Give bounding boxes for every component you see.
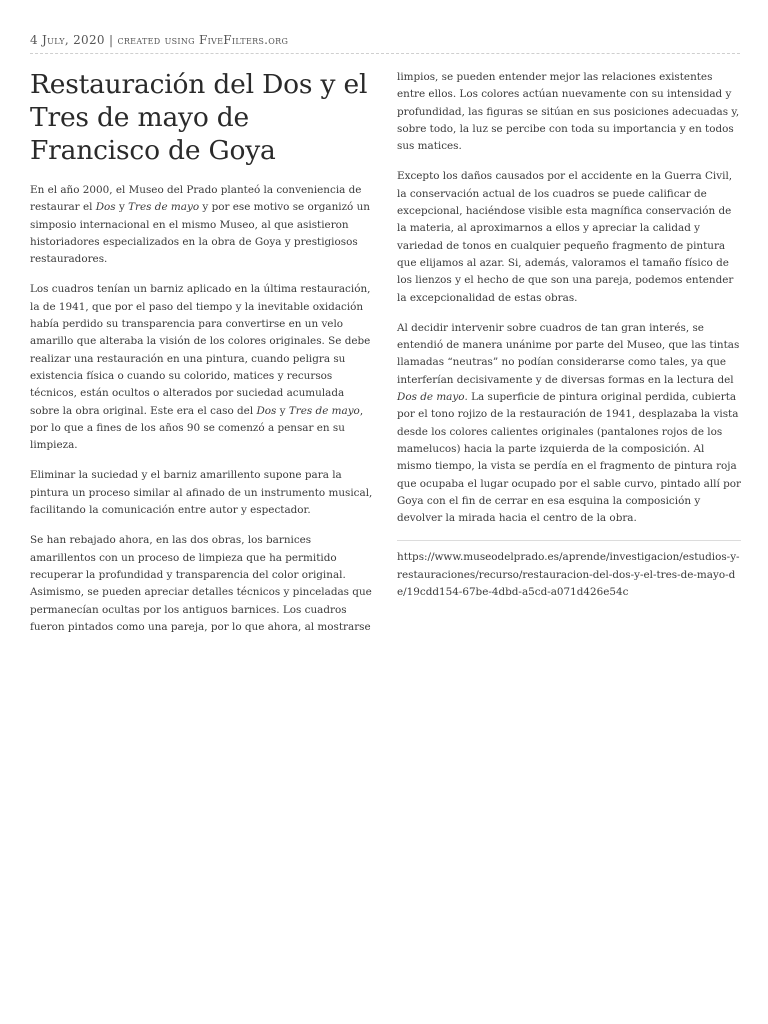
- paragraph: Excepto los daños causados por el accidente en la Guerra Civil, la conservación actual de los cuadros se puede calificar de excepcional, haciéndose visible esta magnífica conservación de la materia, al aproximarnos a ellos y apreciar la calidad y variedad de tonos en cualquier pequeño fragmento de pintura que elijamos al azar. Si, además, valoramos el tamaño físico de los lienzos y el hecho de que son una pareja, podemos entender la excepcionalidad de estas obras.: [397, 170, 734, 304]
- article-title: Restauración del Dos y el Tres de mayo de Francisco de Goya: [30, 69, 368, 166]
- article-meta: [30, 33, 740, 54]
- paragraph: Eliminar la suciedad y el barniz amarillento supone para la pintura un proceso similar al afinado de un instrumento musical, facilitando la comunicación entre autor y espectador.: [30, 469, 373, 517]
- paragraph: Se han rebajado ahora, en las dos obras, los barnices amarillentos con un proceso de limpieza que ha permitido recuperar la profundidad y transparencia del color original. Asimismo, se pueden apreciar detalles técnicos y pinceladas que permanecían ocultas por los antiguos barnices. Los cuadros fueron pintados como una pareja, por lo que ahora, al mostrarse: [30, 534, 372, 633]
- meta-separator: |: [104, 33, 118, 47]
- left-column: [30, 68, 373, 649]
- right-column: [397, 69, 741, 601]
- source-link[interactable]: https://www.museodelprado.es/aprende/investigacion/estudios-y-restauraciones/recurso/restauracion-del-dos-y-el-tres-de-mayo-de/19cdd154-67be-4dbd-a5cd-a071d426e54c: [397, 551, 740, 599]
- paragraph-continued: limpios, se pueden entender mejor las relaciones existentes entre ellos. Los colores actúan nuevamente con su intensidad y profundidad, las figuras se sitúan en sus posiciones adecuadas y, sobre todo, la luz se percibe con toda su importancia y en todos sus matices.: [397, 71, 740, 153]
- paragraph: En el año 2000, el Museo del Prado planteó la conveniencia de restaurar el Dos y Tres de mayo y por ese motivo se organizó un simposio internacional en el mismo Museo, al que asistieron historiadores especializados en la obra de Goya y prestigiosos restauradores.: [30, 184, 371, 266]
- publish-date: 4 July, 2020: [30, 33, 105, 47]
- paragraph: Los cuadros tenían un barniz aplicado en la última restauración, la de 1941, que por el paso del tiempo y la inevitable oxidación había perdido su transparencia para convertirse en un velo amarillo que alteraba la visión de los colores originales. Se debe realizar una restauración en una pintura, cuando peligra su existencia física o cuando su colorido, matices y recursos técnicos, están ocultos o alterados por suciedad acumulada sobre la obra original. Este era el caso del Dos y Tres de mayo, por lo que a fines de los años 90 se comenzó a pensar en su limpieza.: [30, 283, 371, 452]
- paragraph: Al decidir intervenir sobre cuadros de tan gran interés, se entendió de manera unánime por parte del Museo, que las tintas llamadas “neutras” no podían considerarse como tales, ya que interferían decisivamente y de diversas formas en la lectura del Dos de mayo. La superficie de pintura original perdida, cubierta por el tono rojizo de la restauración de 1941, desplazaba la vista desde los colores calientes originales (pantalones rojos de los mamelucos) hacia la parte izquierda de la composición. Al mismo tiempo, la vista se perdía en el fragmento de pintura roja que ocupaba el lugar ocupado por el sable curvo, pintado allí por Goya con el fin de cerrar en esa esquina la composición y devolver la mirada hacia el centro de la obra.: [397, 321, 741, 525]
- credit-link[interactable]: created using FiveFilters.org: [117, 33, 289, 47]
- divider: [397, 540, 741, 541]
